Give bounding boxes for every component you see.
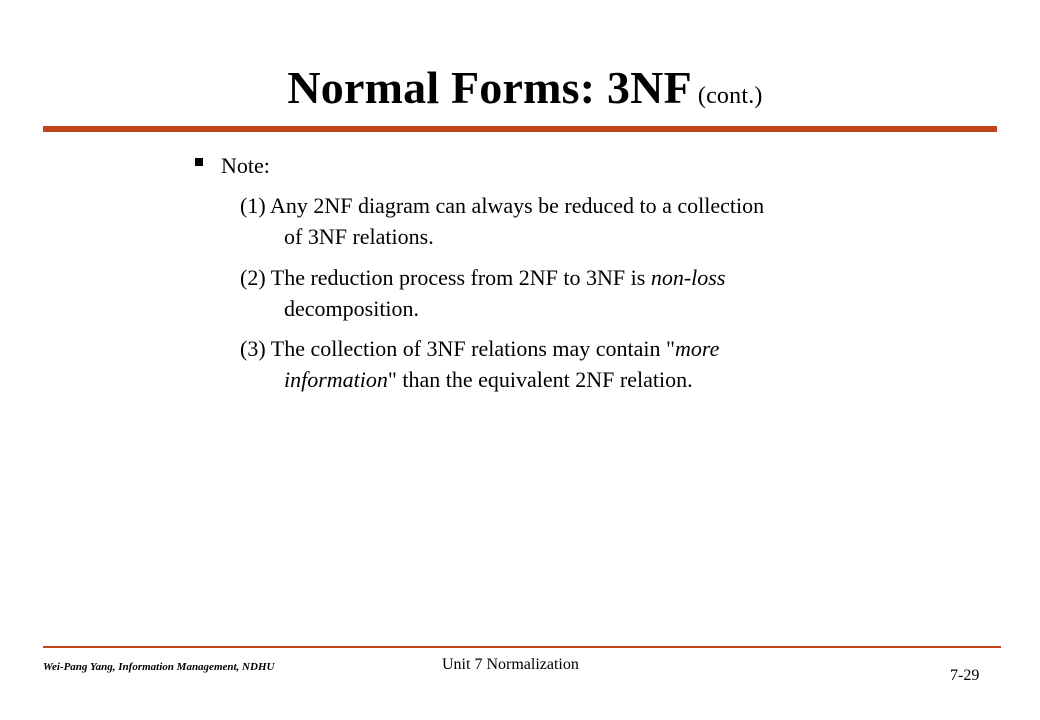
- note-item-3-line1: [240, 333, 719, 364]
- footer-author: Wei-Pang Yang, Information Management, NDHU: [43, 661, 275, 673]
- footer-unit: Unit 7 Normalization: [442, 656, 579, 673]
- note-item-2-emphasis: non-loss: [650, 265, 726, 290]
- note-item-3-text: (3) The collection of 3NF relations may contain ": [240, 336, 676, 361]
- slide-title: [0, 58, 1040, 126]
- note-item-1: [240, 190, 764, 252]
- note-item-3-text-2: " than the equivalent 2NF relation.: [387, 367, 693, 392]
- note-item-3: [240, 333, 719, 395]
- note-item-1-line2: of 3NF relations.: [284, 224, 434, 249]
- note-item-3-line2: [240, 364, 719, 395]
- note-item-1-line1: (1) Any 2NF diagram can always be reduced to a collection: [240, 193, 765, 218]
- page-number: 7-29: [950, 667, 980, 684]
- note-item-2-line1: [240, 262, 725, 293]
- note-item-2-text: (2) The reduction process from 2NF to 3NF is: [240, 265, 651, 290]
- title-suffix: (cont.): [697, 83, 763, 109]
- bullet-note: [195, 151, 270, 181]
- title-text: Normal Forms: 3NF: [287, 62, 692, 113]
- bullet-label: Note:: [221, 153, 270, 178]
- footer-divider: [43, 646, 1001, 648]
- title-divider: [43, 126, 997, 132]
- note-item-3-emphasis-2: information: [284, 367, 388, 392]
- note-item-3-emphasis-1: more: [675, 336, 720, 361]
- note-item-2: [240, 262, 725, 324]
- note-item-2-line2: decomposition.: [284, 296, 420, 321]
- square-bullet-icon: [195, 158, 203, 166]
